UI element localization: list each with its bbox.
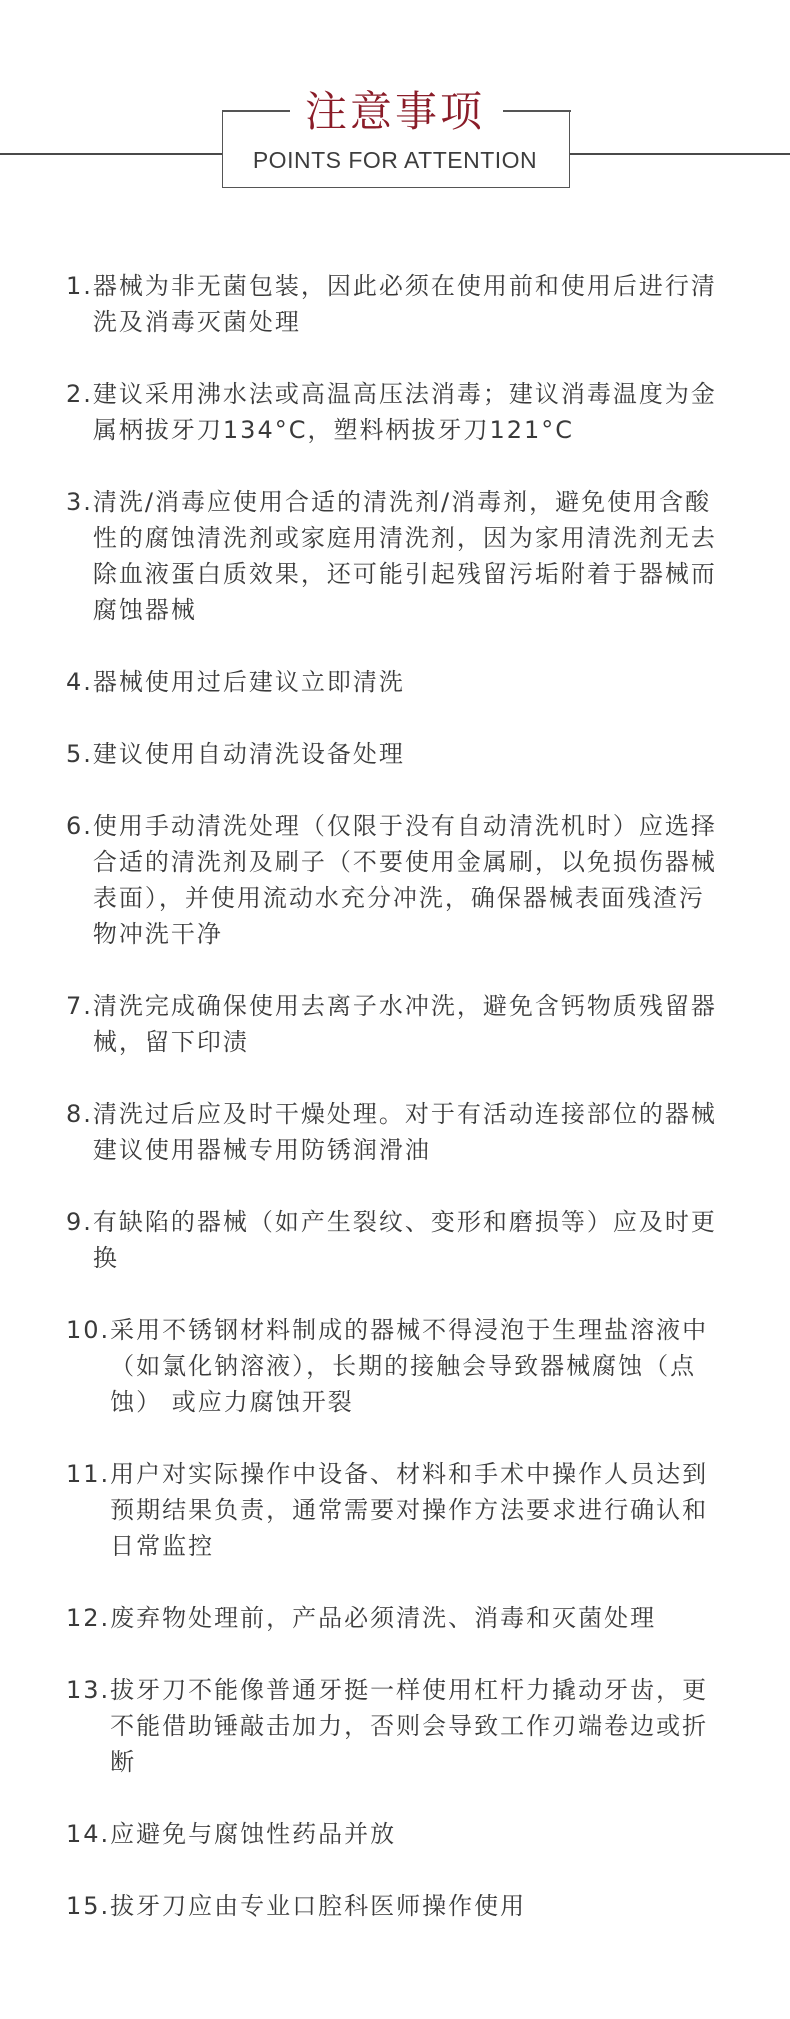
note-item-9: [66, 1204, 726, 1276]
note-number: 5.: [66, 740, 93, 768]
note-number: 6.: [66, 812, 93, 840]
note-text: 拔牙刀应由专业口腔科医师操作使用: [110, 1892, 527, 1920]
note-number: 14.: [66, 1820, 111, 1848]
note-number: 11.: [66, 1460, 111, 1488]
note-item-12: [66, 1600, 726, 1636]
note-text: 清洗/消毒应使用合适的清洗剂/消毒剂，避免使用含酸性的腐蚀清洗剂或家庭用清洗剂，因为家用清洗剂无去除血液蛋白质效果，还可能引起残留污垢附着于器械而腐蚀器械: [92, 488, 717, 624]
note-number: 1.: [66, 272, 93, 300]
note-number: 9.: [66, 1208, 93, 1236]
note-number: 3.: [66, 488, 93, 516]
note-text: 应避免与腐蚀性药品并放: [110, 1820, 397, 1848]
page-subtitle: POINTS FOR ATTENTION: [252, 147, 538, 173]
note-number: 4.: [66, 668, 93, 696]
note-text: 使用手动清洗处理（仅限于没有自动清洗机时）应选择合适的清洗剂及刷子（不要使用金属刷，以免损伤器械表面），并使用流动水充分冲洗，确保器械表面残渣污物冲洗干净: [92, 812, 717, 948]
note-item-8: [66, 1096, 726, 1168]
note-item-7: [66, 988, 726, 1060]
note-text: 用户对实际操作中设备、材料和手术中操作人员达到预期结果负责，通常需要对操作方法要求进行确认和日常监控: [110, 1460, 709, 1560]
note-item-6: [66, 808, 726, 952]
note-item-3: [66, 484, 726, 628]
note-number: 2.: [66, 380, 93, 408]
note-number: 8.: [66, 1100, 93, 1128]
note-item-10: [66, 1312, 726, 1420]
note-text: 拔牙刀不能像普通牙挺一样使用杠杆力撬动牙齿，更不能借助锤敲击加力，否则会导致工作刃端卷边或折断: [110, 1676, 709, 1776]
note-text: 废弃物处理前，产品必须清洗、消毒和灭菌处理: [110, 1604, 657, 1632]
note-number: 13.: [66, 1676, 111, 1704]
note-item-5: [66, 736, 726, 772]
note-number: 7.: [66, 992, 93, 1020]
note-number: 15.: [66, 1892, 111, 1920]
notes-list: [66, 268, 726, 1960]
note-text: 器械为非无菌包装，因此必须在使用前和使用后进行清洗及消毒灭菌处理: [92, 272, 717, 336]
note-text: 采用不锈钢材料制成的器械不得浸泡于生理盐溶液中（如氯化钠溶液），长期的接触会导致器械腐蚀（点蚀） 或应力腐蚀开裂: [110, 1316, 709, 1416]
note-item-15: [66, 1888, 726, 1924]
note-text: 清洗过后应及时干燥处理。对于有活动连接部位的器械建议使用器械专用防锈润滑油: [92, 1100, 717, 1164]
note-text: 有缺陷的器械（如产生裂纹、变形和磨损等）应及时更换: [92, 1208, 717, 1272]
note-item-14: [66, 1816, 726, 1852]
note-number: 10.: [66, 1316, 111, 1344]
note-text: 清洗完成确保使用去离子水冲洗，避免含钙物质残留器械，留下印渍: [92, 992, 717, 1056]
page-title: 注意事项: [304, 87, 485, 136]
note-item-4: [66, 664, 726, 700]
note-text: 建议使用自动清洗设备处理: [92, 740, 405, 768]
note-number: 12.: [66, 1604, 111, 1632]
note-item-13: [66, 1672, 726, 1780]
note-item-11: [66, 1456, 726, 1564]
note-item-2: [66, 376, 726, 448]
note-item-1: [66, 268, 726, 340]
note-text: 建议采用沸水法或高温高压法消毒；建议消毒温度为金属柄拔牙刀134°C，塑料柄拔牙刀121°C: [92, 380, 717, 444]
header: [0, 0, 790, 200]
note-text: 器械使用过后建议立即清洗: [92, 668, 405, 696]
